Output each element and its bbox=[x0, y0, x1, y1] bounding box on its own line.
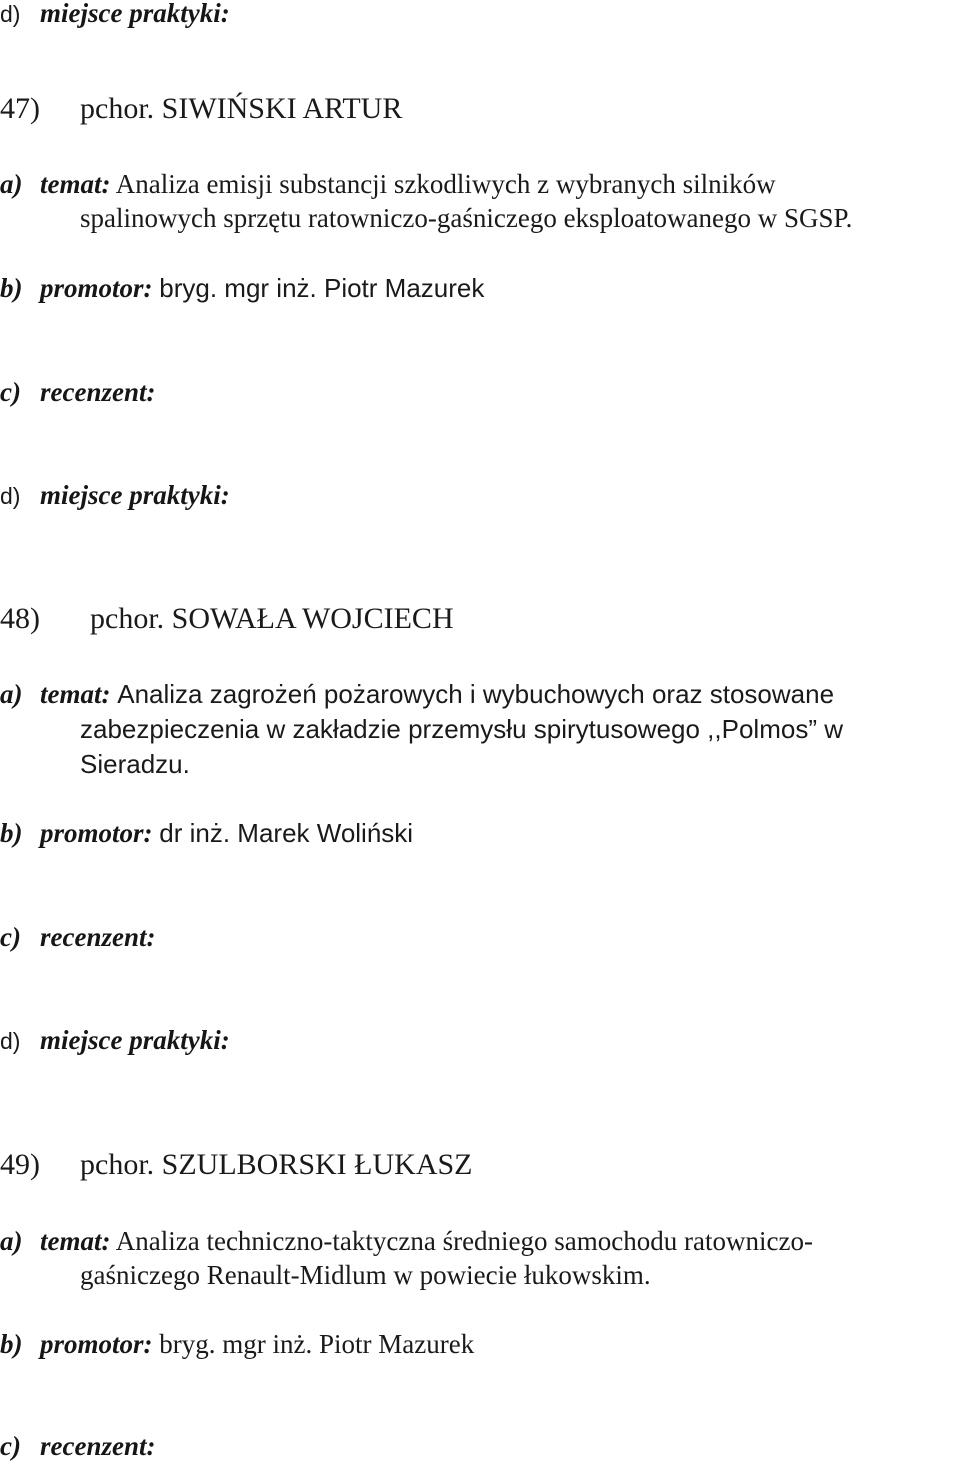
topic-continuation bbox=[80, 712, 843, 746]
topic-text: Analiza emisji substancji szkodliwych z wybranych silników bbox=[115, 169, 776, 199]
student-name: pchor. SZULBORSKI ŁUKASZ bbox=[80, 1148, 473, 1181]
field-label: temat: bbox=[40, 1226, 111, 1256]
place-row bbox=[0, 1023, 230, 1058]
topic-text: Analiza techniczno-taktyczna średniego samochodu ratowniczo- bbox=[115, 1226, 813, 1256]
item-marker: c) bbox=[0, 377, 21, 407]
promoter-row bbox=[0, 816, 413, 850]
field-label: miejsce praktyki: bbox=[40, 480, 230, 510]
promoter-name: bryg. mgr inż. Piotr Mazurek bbox=[159, 273, 485, 303]
field-label: promotor: bbox=[40, 1329, 153, 1359]
topic-continuation bbox=[80, 201, 852, 235]
field-label: promotor: bbox=[40, 273, 153, 303]
item-marker: d) bbox=[0, 483, 21, 509]
field-label: temat: bbox=[40, 169, 111, 199]
field-label: recenzent: bbox=[40, 1431, 156, 1461]
reviewer-row bbox=[0, 375, 155, 409]
topic-row bbox=[0, 167, 776, 201]
field-label: recenzent: bbox=[40, 922, 156, 952]
entry-heading bbox=[0, 601, 454, 637]
topic-continuation bbox=[80, 747, 190, 781]
promoter-row bbox=[0, 271, 484, 305]
entry-number: 49) bbox=[0, 1148, 40, 1181]
promoter-name: dr inż. Marek Woliński bbox=[159, 818, 414, 848]
item-marker: b) bbox=[0, 273, 23, 303]
item-marker: c) bbox=[0, 1431, 21, 1461]
item-marker: a) bbox=[0, 1226, 23, 1256]
promoter-name: bryg. mgr inż. Piotr Mazurek bbox=[159, 1329, 475, 1359]
student-name: pchor. SIWIŃSKI ARTUR bbox=[80, 92, 403, 125]
topic-text: Sieradzu. bbox=[80, 749, 190, 779]
topic-text: gaśniczego Renault-Midlum w powiecie łukowskim. bbox=[80, 1260, 651, 1290]
topic-row bbox=[0, 1224, 813, 1258]
field-label: temat: bbox=[40, 679, 111, 709]
item-marker: b) bbox=[0, 1329, 23, 1359]
item-marker: a) bbox=[0, 169, 23, 199]
entry-number: 48) bbox=[0, 602, 40, 635]
item-marker: d) bbox=[0, 1, 21, 27]
item-marker: a) bbox=[0, 679, 23, 709]
place-row bbox=[0, 478, 230, 513]
reviewer-row bbox=[0, 920, 155, 954]
item-marker: b) bbox=[0, 818, 23, 848]
entry-heading bbox=[0, 91, 402, 127]
topic-text: Analiza zagrożeń pożarowych i wybuchowych oraz stosowane bbox=[117, 679, 835, 709]
field-label: promotor: bbox=[40, 818, 153, 848]
place-row bbox=[0, 0, 230, 31]
field-label: recenzent: bbox=[40, 377, 156, 407]
reviewer-row bbox=[0, 1429, 155, 1463]
topic-text: zabezpieczenia w zakładzie przemysłu spirytusowego ,,Polmos” w bbox=[80, 714, 843, 744]
item-marker: d) bbox=[0, 1028, 21, 1054]
field-label: miejsce praktyki: bbox=[40, 0, 230, 28]
entry-number: 47) bbox=[0, 92, 40, 125]
item-marker: c) bbox=[0, 922, 21, 952]
topic-text: spalinowych sprzętu ratowniczo-gaśniczego eksploatowanego w SGSP. bbox=[80, 203, 853, 233]
student-name: pchor. SOWAŁA WOJCIECH bbox=[90, 602, 454, 635]
field-label: miejsce praktyki: bbox=[40, 1025, 230, 1055]
topic-continuation bbox=[80, 1258, 651, 1292]
entry-heading bbox=[0, 1147, 473, 1183]
topic-row bbox=[0, 677, 834, 711]
promoter-row bbox=[0, 1327, 474, 1361]
